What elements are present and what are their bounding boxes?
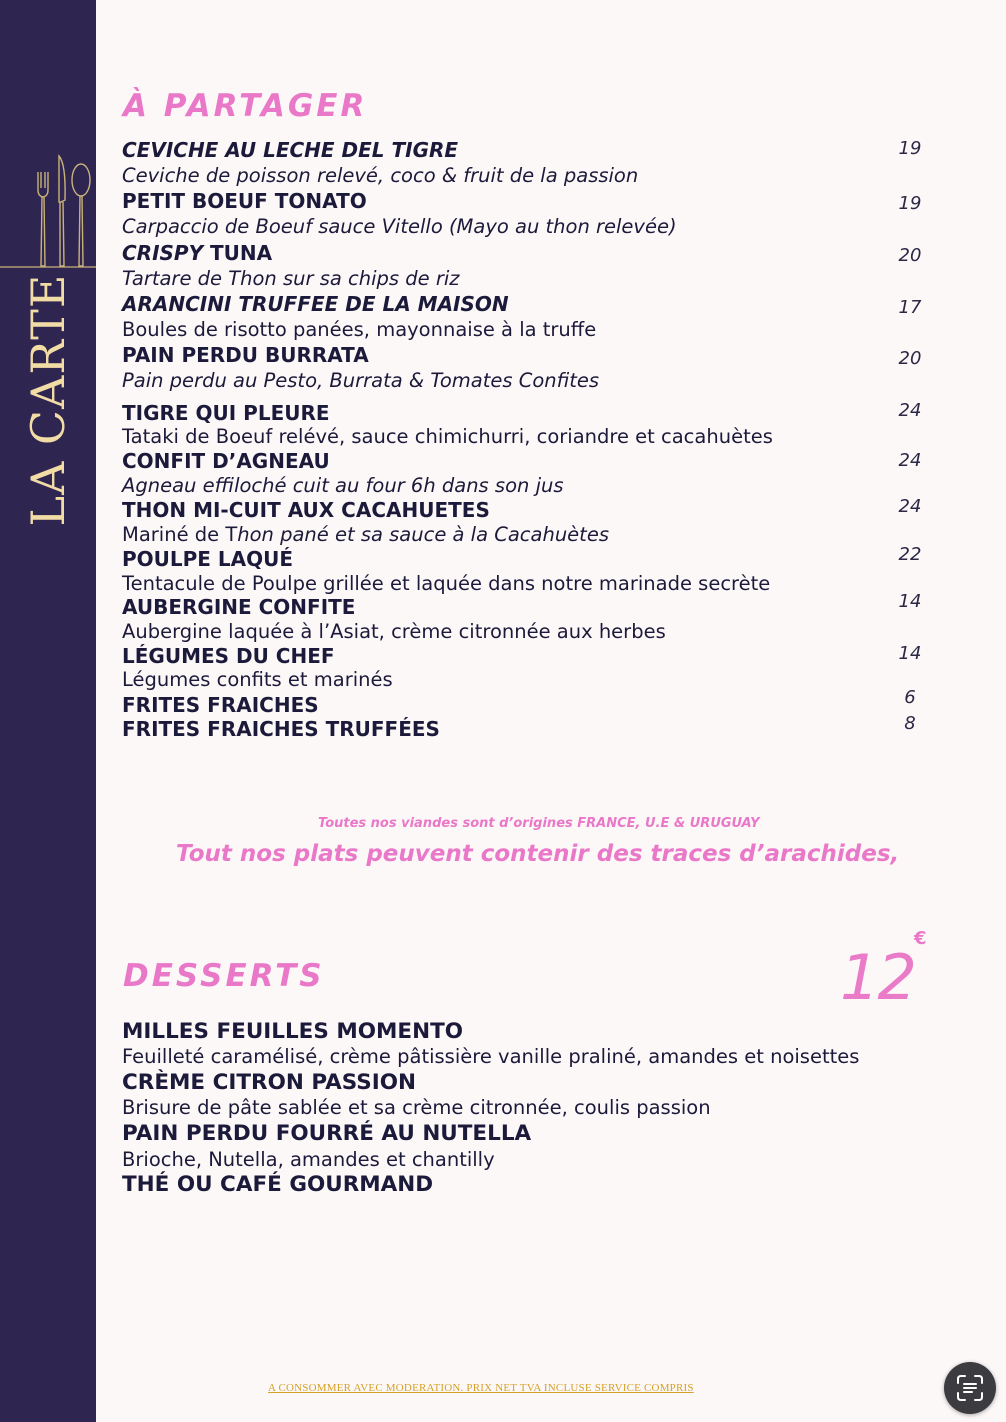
dish-name: FRITES FRAICHES	[122, 693, 319, 717]
dessert-currency: €	[914, 928, 927, 949]
allergy-note: Tout nos plats peuvent contenir des traces d’arachides,	[176, 841, 900, 867]
dish-price: 24	[898, 496, 922, 517]
dish-name: AUBERGINE CONFITE	[122, 595, 356, 619]
dish-description: Pain perdu au Pesto, Burrata & Tomates Confites	[122, 369, 600, 392]
dessert-name: CRÈME CITRON PASSION	[122, 1070, 417, 1095]
dish-price: 19	[898, 193, 922, 214]
dessert-description: Brisure de pâte sablée et sa crème citronnée, coulis passion	[122, 1096, 711, 1119]
footer-note: A CONSOMMER AVEC MODERATION. PRIX NET TVA INCLUSE SERVICE COMPRIS	[268, 1382, 694, 1394]
meat-origin-note: Toutes nos viandes sont d’origines FRANCE, U.E & URUGUAY	[318, 816, 760, 831]
dessert-name: MILLES FEUILLES MOMENTO	[122, 1019, 464, 1044]
dish-price: 24	[898, 400, 922, 421]
dish-description: Ceviche de poisson relevé, coco & fruit de la passion	[122, 164, 639, 187]
scan-text-button[interactable]	[944, 1362, 996, 1414]
dish-name-part: CRISPY	[122, 241, 204, 265]
dish-name: FRITES FRAICHES TRUFFÉES	[122, 717, 440, 741]
cutlery-icon	[0, 150, 96, 272]
dish-name: TIGRE QUI PLEURE	[122, 401, 330, 425]
dish-name	[122, 241, 272, 265]
dish-description: Aubergine laquée à l’Asiat, crème citronnée aux herbes	[122, 620, 666, 643]
dessert-description: Brioche, Nutella, amandes et chantilly	[122, 1148, 495, 1171]
dish-description: Légumes confits et marinés	[122, 668, 393, 691]
dish-price: 6	[904, 687, 916, 708]
dish-name: PETIT BOEUF TONATO	[122, 189, 367, 213]
dish-price: 22	[898, 544, 922, 565]
dish-price: 20	[898, 348, 922, 369]
dish-description: Carpaccio de Boeuf sauce Vitello (Mayo au thon relevée)	[122, 215, 677, 238]
dessert-price: 12	[840, 941, 915, 1014]
dish-description: Tentacule de Poulpe grillée et laquée dans notre marinade secrète	[122, 572, 771, 595]
dessert-name: PAIN PERDU FOURRÉ AU NUTELLA	[122, 1121, 532, 1146]
section-title-partager: À PARTAGER	[123, 88, 368, 124]
dish-description-part: Mariné de T	[122, 523, 238, 546]
dish-name: THON MI-CUIT AUX CACAHUETES	[122, 498, 490, 522]
sidebar	[0, 0, 96, 1422]
dessert-name: THÉ OU CAFÉ GOURMAND	[122, 1172, 434, 1197]
dessert-description: Feuilleté caramélisé, crème pâtissière vanille praliné, amandes et noisettes	[122, 1045, 860, 1068]
dish-price: 24	[898, 450, 922, 471]
dish-name: CEVICHE AU LECHE DEL TIGRE	[122, 138, 459, 162]
dish-name: ARANCINI TRUFFEE DE LA MAISON	[122, 292, 509, 316]
dish-price: 17	[898, 297, 922, 318]
dish-name: CONFIT D’AGNEAU	[122, 449, 330, 473]
dish-description-part: hon pané et sa sauce à la Cacahuètes	[237, 523, 609, 546]
dish-description: Tartare de Thon sur sa chips de riz	[122, 267, 460, 290]
dish-price: 8	[904, 713, 916, 734]
dish-description: Tataki de Boeuf relévé, sauce chimichurri, coriandre et cacahuètes	[122, 425, 773, 448]
section-title-desserts: DESSERTS	[123, 958, 325, 994]
dish-description: Boules de risotto panées, mayonnaise à la truffe	[122, 318, 597, 341]
dish-price: 14	[898, 591, 922, 612]
dish-name: PAIN PERDU BURRATA	[122, 343, 369, 367]
dish-price: 20	[898, 245, 922, 266]
dish-description: Agneau effiloché cuit au four 6h dans son jus	[122, 474, 564, 497]
dish-name: POULPE LAQUÉ	[122, 547, 294, 571]
dish-price: 19	[898, 138, 922, 159]
sidebar-title: LA CARTE	[21, 273, 75, 527]
dish-name: LÉGUMES DU CHEF	[122, 644, 335, 668]
dish-price: 14	[898, 643, 922, 664]
dish-description	[122, 523, 609, 547]
scan-text-icon	[956, 1374, 984, 1402]
dish-name-part: TUNA	[203, 241, 273, 265]
